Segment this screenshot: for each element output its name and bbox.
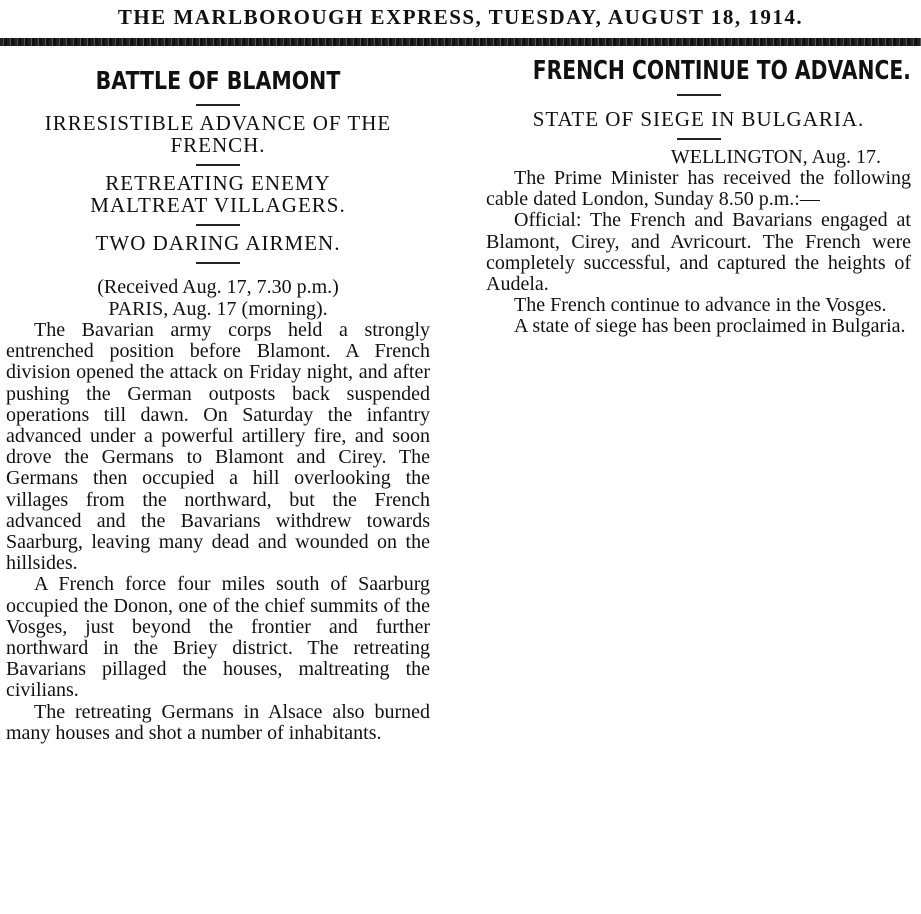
article-right-headline: FRENCH CONTINUE TO ADVANCE. [532,56,911,86]
article-left-paragraph: A French force four miles south of Saarburg occupied the Donon, one of the chief summits of the Vosges, just beyond the frontier and further northward in the Briey district. The retreating Bavarians pillaged the houses, maltreating the civilians. [6,573,430,702]
divider [196,262,240,264]
divider [196,164,240,166]
article-left-subhead-3: TWO DARING AIRMEN. [95,231,341,255]
divider [196,224,240,226]
divider [677,94,721,96]
divider [196,104,240,106]
article-right-paragraph: The Prime Minister has received the following cable dated London, Sunday 8.50 p.m.:— [486,167,911,211]
article-left [6,52,430,744]
article-right-paragraph: A state of siege has been proclaimed in Bulgaria. [514,315,906,338]
article-left-headline: BATTLE OF BLAMONT [95,66,341,95]
article-left-received: (Received Aug. 17, 7.30 p.m.) [97,276,339,298]
article-right-subhead-1: STATE OF SIEGE IN BULGARIA. [532,107,865,131]
divider [677,138,721,140]
article-left-paragraph: The retreating Germans in Alsace also burned many houses and shot a number of inhabitants. [6,700,430,744]
article-right-paragraph: Official: The French and Bavarians engaged at Blamont, Cirey, and Avricourt. The French were completely successful, and captured the heights of Audela. [486,209,911,296]
article-left-subhead-2: RETREATING ENEMY MALTREAT VILLAGERS. [90,171,346,217]
masthead-rule [0,38,921,46]
masthead: THE MARLBOROUGH EXPRESS, TUESDAY, AUGUST 18, 1914. [117,5,804,29]
article-right-paragraph: The French continue to advance in the Vosges. [514,294,887,317]
article-left-dateline: PARIS, Aug. 17 (morning). [108,298,328,320]
article-right [486,52,911,338]
article-left-paragraph: The Bavarian army corps held a strongly entrenched position before Blamont. A French division opened the attack on Friday night, and after pushing the German outposts back suspended operations till dawn. On Saturday the infantry advanced under a powerful artillery fire, and soon drove the Germans to Blamont and Cirey. The Germans then occupied a hill overlooking the villages from the northward, but the French advanced and the Bavarians withdrew towards Saarburg, leaving many dead and wounded on the hillsides. [6,319,430,575]
article-left-subhead-1: IRRESISTIBLE ADVANCE OF THE FRENCH. [44,111,392,157]
article-right-dateline: WELLINGTON, Aug. 17. [670,146,881,168]
